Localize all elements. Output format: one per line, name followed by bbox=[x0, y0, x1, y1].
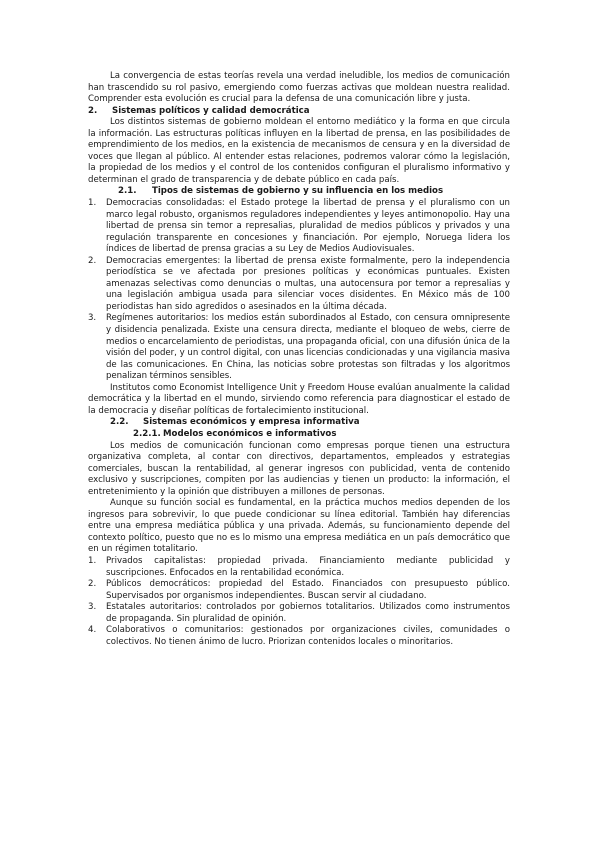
list-item bbox=[88, 556, 510, 579]
section-2-paragraph: Los distintos sistemas de gobierno moldean el entorno mediático y la forma en que circula la información. Las estructuras políticas influyen en la libertad de prensa, en las posibilidades de emprendimiento de los medios, en la existencia de mecanismos de censura y en la diversidad de voces que llegan al público. Al entender estas relaciones, podremos valorar cómo la legislación, la propiedad de los medios y el control de los contenidos configuran el pluralismo informativo y determinan el grado de transparencia y de debate público en cada país. bbox=[88, 117, 510, 185]
list-item-number: 4. bbox=[88, 625, 97, 636]
list-item bbox=[88, 256, 510, 314]
list-item-text: Colaborativos o comunitarios: gestionados por organizaciones civiles, comunidades o colectivos. No tienen ánimo de lucro. Priorizan contenidos locales o minoritarios. bbox=[106, 625, 510, 647]
list-item-text: Estatales autoritarios: controlados por gobiernos totalitarios. Utilizados como instrumentos de propaganda. Sin pluralidad de opinión. bbox=[106, 602, 510, 624]
section-2-2-heading bbox=[88, 417, 510, 429]
section-2-2-number: 2.2. bbox=[110, 417, 129, 428]
intro-paragraph: La convergencia de estas teorías revela una verdad ineludible, los medios de comunicación han trascendido su rol pasivo, emergiendo como fuerzas activas que moldean nuestra realidad. Comprender esta evolución es crucial para la defensa de una comunicación libre y justa. bbox=[88, 71, 510, 105]
list-item bbox=[88, 579, 510, 602]
government-types-list bbox=[88, 198, 510, 383]
list-item-text: Democracias emergentes: la libertad de prensa existe formalmente, pero la independencia periodística se ve afectada por presiones políticas y económicas puntuales. Existen amenazas selectivas como denuncias o multas, una autocensura por temor a represalias y una legislación ambigua usada para silenciar voces disidentes. En México más de 100 periodistas han sido agredidos o asesinados en la última década. bbox=[106, 255, 510, 312]
section-2-2-1-heading bbox=[88, 429, 510, 441]
list-item-number: 2. bbox=[88, 579, 97, 590]
section-2-2-1-paragraph-2: Aunque su función social es fundamental, en la práctica muchos medios dependen de los ingresos para sobrevivir, lo que puede condicionar su línea editorial. También hay diferencias entre una empresa mediática pública y una privada. Además, su funcionamiento depende del contexto político, puesto que no es lo mismo una empresa mediática en un país democrático que en un régimen totalitario. bbox=[88, 498, 510, 555]
list-item-number: 2. bbox=[88, 255, 97, 266]
section-2-2-1-title: Modelos económicos e informativos bbox=[163, 428, 337, 439]
list-item-text: Privados capitalistas: propiedad privada. Financiamiento mediante publicidad y suscripciones. Enfocados en la rentabilidad económica. bbox=[106, 555, 510, 578]
list-item-number: 1. bbox=[88, 198, 97, 209]
list-item bbox=[88, 313, 510, 382]
list-item bbox=[88, 602, 510, 625]
section-2-title: Sistemas políticos y calidad democrática bbox=[112, 105, 310, 116]
list-item-text: Regímenes autoritarios: los medios están subordinados al Estado, con censura omnipresente y disidencia penalizada. Existe una censura directa, mediante el bloqueo de webs, cierre de medios o encarcelamiento de periodistas, una propaganda oficial, con una difusión única de la visión del poder, y un control digital, con unas licencias condicionadas y una vigilancia masiva de las comunicaciones. En China, las noticias sobre protestas son filtradas y los algoritmos penalizan términos sensibles. bbox=[106, 313, 510, 382]
section-2-number: 2. bbox=[88, 105, 98, 116]
document-body bbox=[88, 71, 510, 648]
section-2-heading bbox=[88, 106, 510, 118]
section-2-2-title: Sistemas económicos y empresa informativa bbox=[143, 417, 360, 428]
media-models-list bbox=[88, 556, 510, 648]
section-2-1-heading bbox=[88, 186, 510, 198]
list-item-number: 3. bbox=[88, 602, 97, 613]
list-item-number: 3. bbox=[88, 313, 97, 324]
list-item-number: 1. bbox=[88, 555, 97, 566]
list-item bbox=[88, 625, 510, 648]
list-item bbox=[88, 198, 510, 256]
section-2-1-number: 2.1. bbox=[118, 186, 137, 197]
section-2-1-title: Tipos de sistemas de gobierno y su influencia en los medios bbox=[152, 186, 444, 197]
list-item-text: Democracias consolidadas: el Estado protege la libertad de prensa y el pluralismo con un marco legal robusto, organismos reguladores independientes y leyes antimonopolio. Hay una libertad de prensa sin temor a represalias, pluralidad de medios públicos y privados y una regulación transparente en concesiones y financiación. Por ejemplo, Noruega lidera los índices de libertad de prensa gracias a su Ley de Medios Audiovisuales. bbox=[106, 198, 510, 255]
section-2-1-closing: Institutos como Economist Intelligence Unit y Freedom House evalúan anualmente la calidad democrática y la libertad en el mundo, sirviendo como referencia para diagnosticar el estado de la democracia y diseñar políticas de fortalecimiento institucional. bbox=[88, 382, 510, 416]
section-2-2-1-number: 2.2.1. bbox=[133, 428, 161, 439]
section-2-2-1-paragraph-1: Los medios de comunicación funcionan como empresas porque tienen una estructura organizativa completa, al contar con directivos, departamentos, empleados y estrategias comerciales, buscan la rentabilidad, al generar ingresos con publicidad, venta de contenido exclusivo y suscripciones, compiten por las audiencias y tienen un producto: la información, el entretenimiento y la opinión que distribuyen a millones de personas. bbox=[88, 440, 510, 497]
list-item-text: Públicos democráticos: propiedad del Estado. Financiados con presupuesto público. Supervisados por organismos independientes. Buscan servir al ciudadano. bbox=[106, 579, 510, 601]
